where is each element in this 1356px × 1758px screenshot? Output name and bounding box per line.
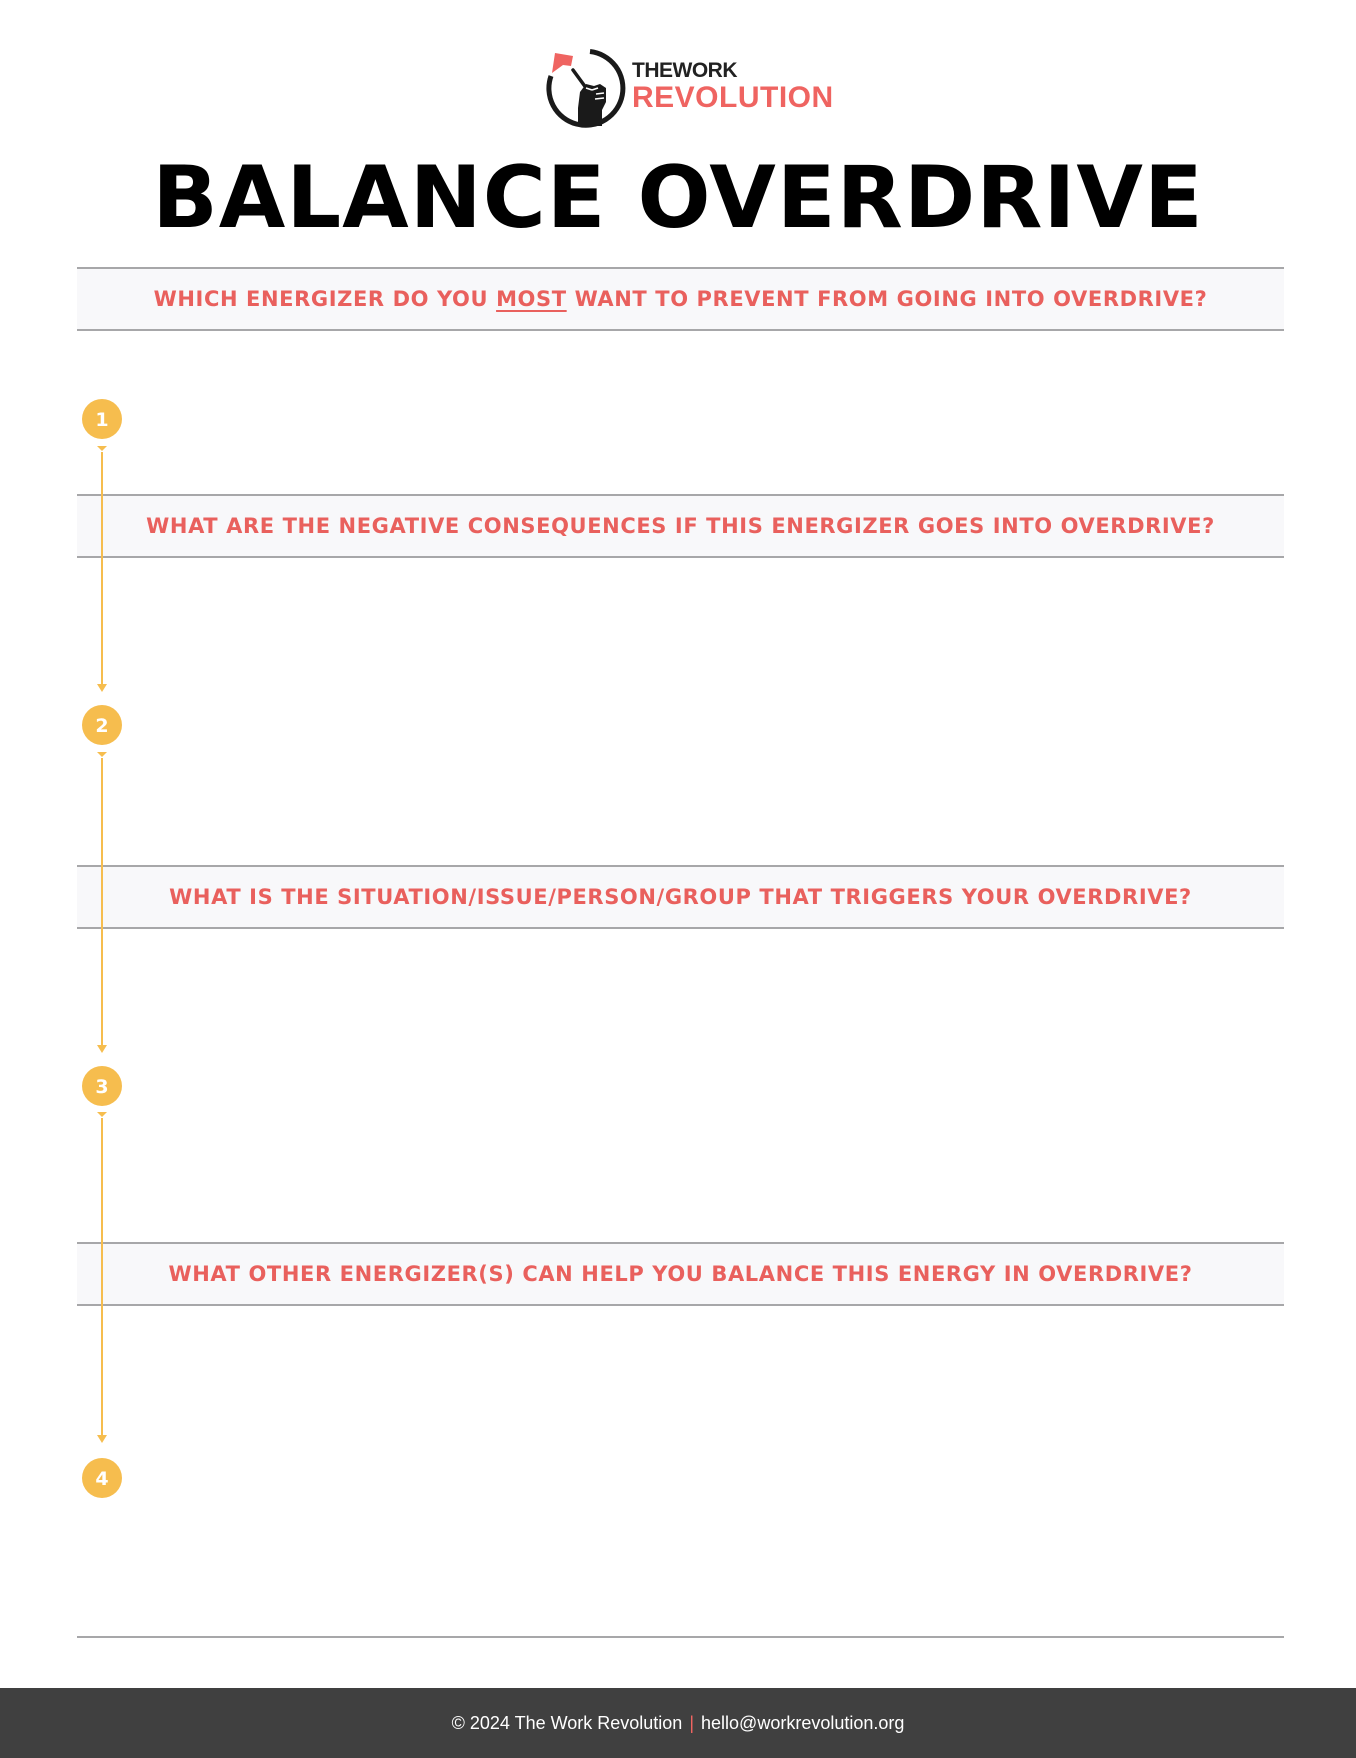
step-2-number: 2	[95, 715, 109, 737]
logo-wordmark-top: THEWORK	[632, 59, 737, 82]
step-marker-3	[82, 1066, 122, 1106]
step-marker-1	[82, 399, 122, 439]
question-1-text-start: WHICH ENERGIZER DO YOU	[153, 287, 497, 311]
footer-email-link[interactable]: hello@workrevolution.org	[701, 1712, 905, 1733]
step-3-number: 3	[95, 1076, 109, 1098]
question-2-label: WHAT ARE THE NEGATIVE CONSEQUENCES IF THIS ENERGIZER GOES INTO OVERDRIVE?	[146, 514, 1215, 538]
answer-area-4[interactable]	[130, 1330, 1280, 1630]
footer-separator: |	[689, 1712, 695, 1733]
question-1-emphasis: MOST	[496, 287, 567, 311]
question-banner-3	[77, 865, 1284, 929]
question-1-label	[154, 287, 1208, 311]
question-3-label: WHAT IS THE SITUATION/ISSUE/PERSON/GROUP THAT TRIGGERS YOUR OVERDRIVE?	[169, 885, 1192, 909]
step-timeline	[70, 390, 134, 1570]
answer-area-1[interactable]	[130, 358, 1280, 468]
page-title: BALANCE OVERDRIVE	[152, 148, 1204, 248]
question-1-text-end: WANT TO PREVENT FROM GOING INTO OVERDRIVE?	[566, 287, 1208, 311]
step-marker-4	[82, 1458, 122, 1498]
question-banner-1	[77, 267, 1284, 331]
footer	[0, 1688, 1356, 1758]
logo-wordmark-bottom: REVOLUTION	[632, 81, 834, 114]
question-banner-4	[77, 1242, 1284, 1306]
bottom-divider	[77, 1636, 1284, 1638]
footer-copyright: © 2024 The Work Revolution	[451, 1712, 683, 1733]
raised-fist-flag-icon	[540, 46, 626, 132]
step-4-number: 4	[95, 1468, 109, 1490]
question-banner-2	[77, 494, 1284, 558]
step-1-number: 1	[95, 409, 109, 431]
answer-area-3[interactable]	[130, 950, 1280, 1170]
question-4-label: WHAT OTHER ENERGIZER(S) CAN HELP YOU BALANCE THIS ENERGY IN OVERDRIVE?	[168, 1262, 1193, 1286]
step-marker-2	[82, 705, 122, 745]
answer-area-2[interactable]	[130, 590, 1280, 780]
brand-logo	[540, 46, 834, 132]
